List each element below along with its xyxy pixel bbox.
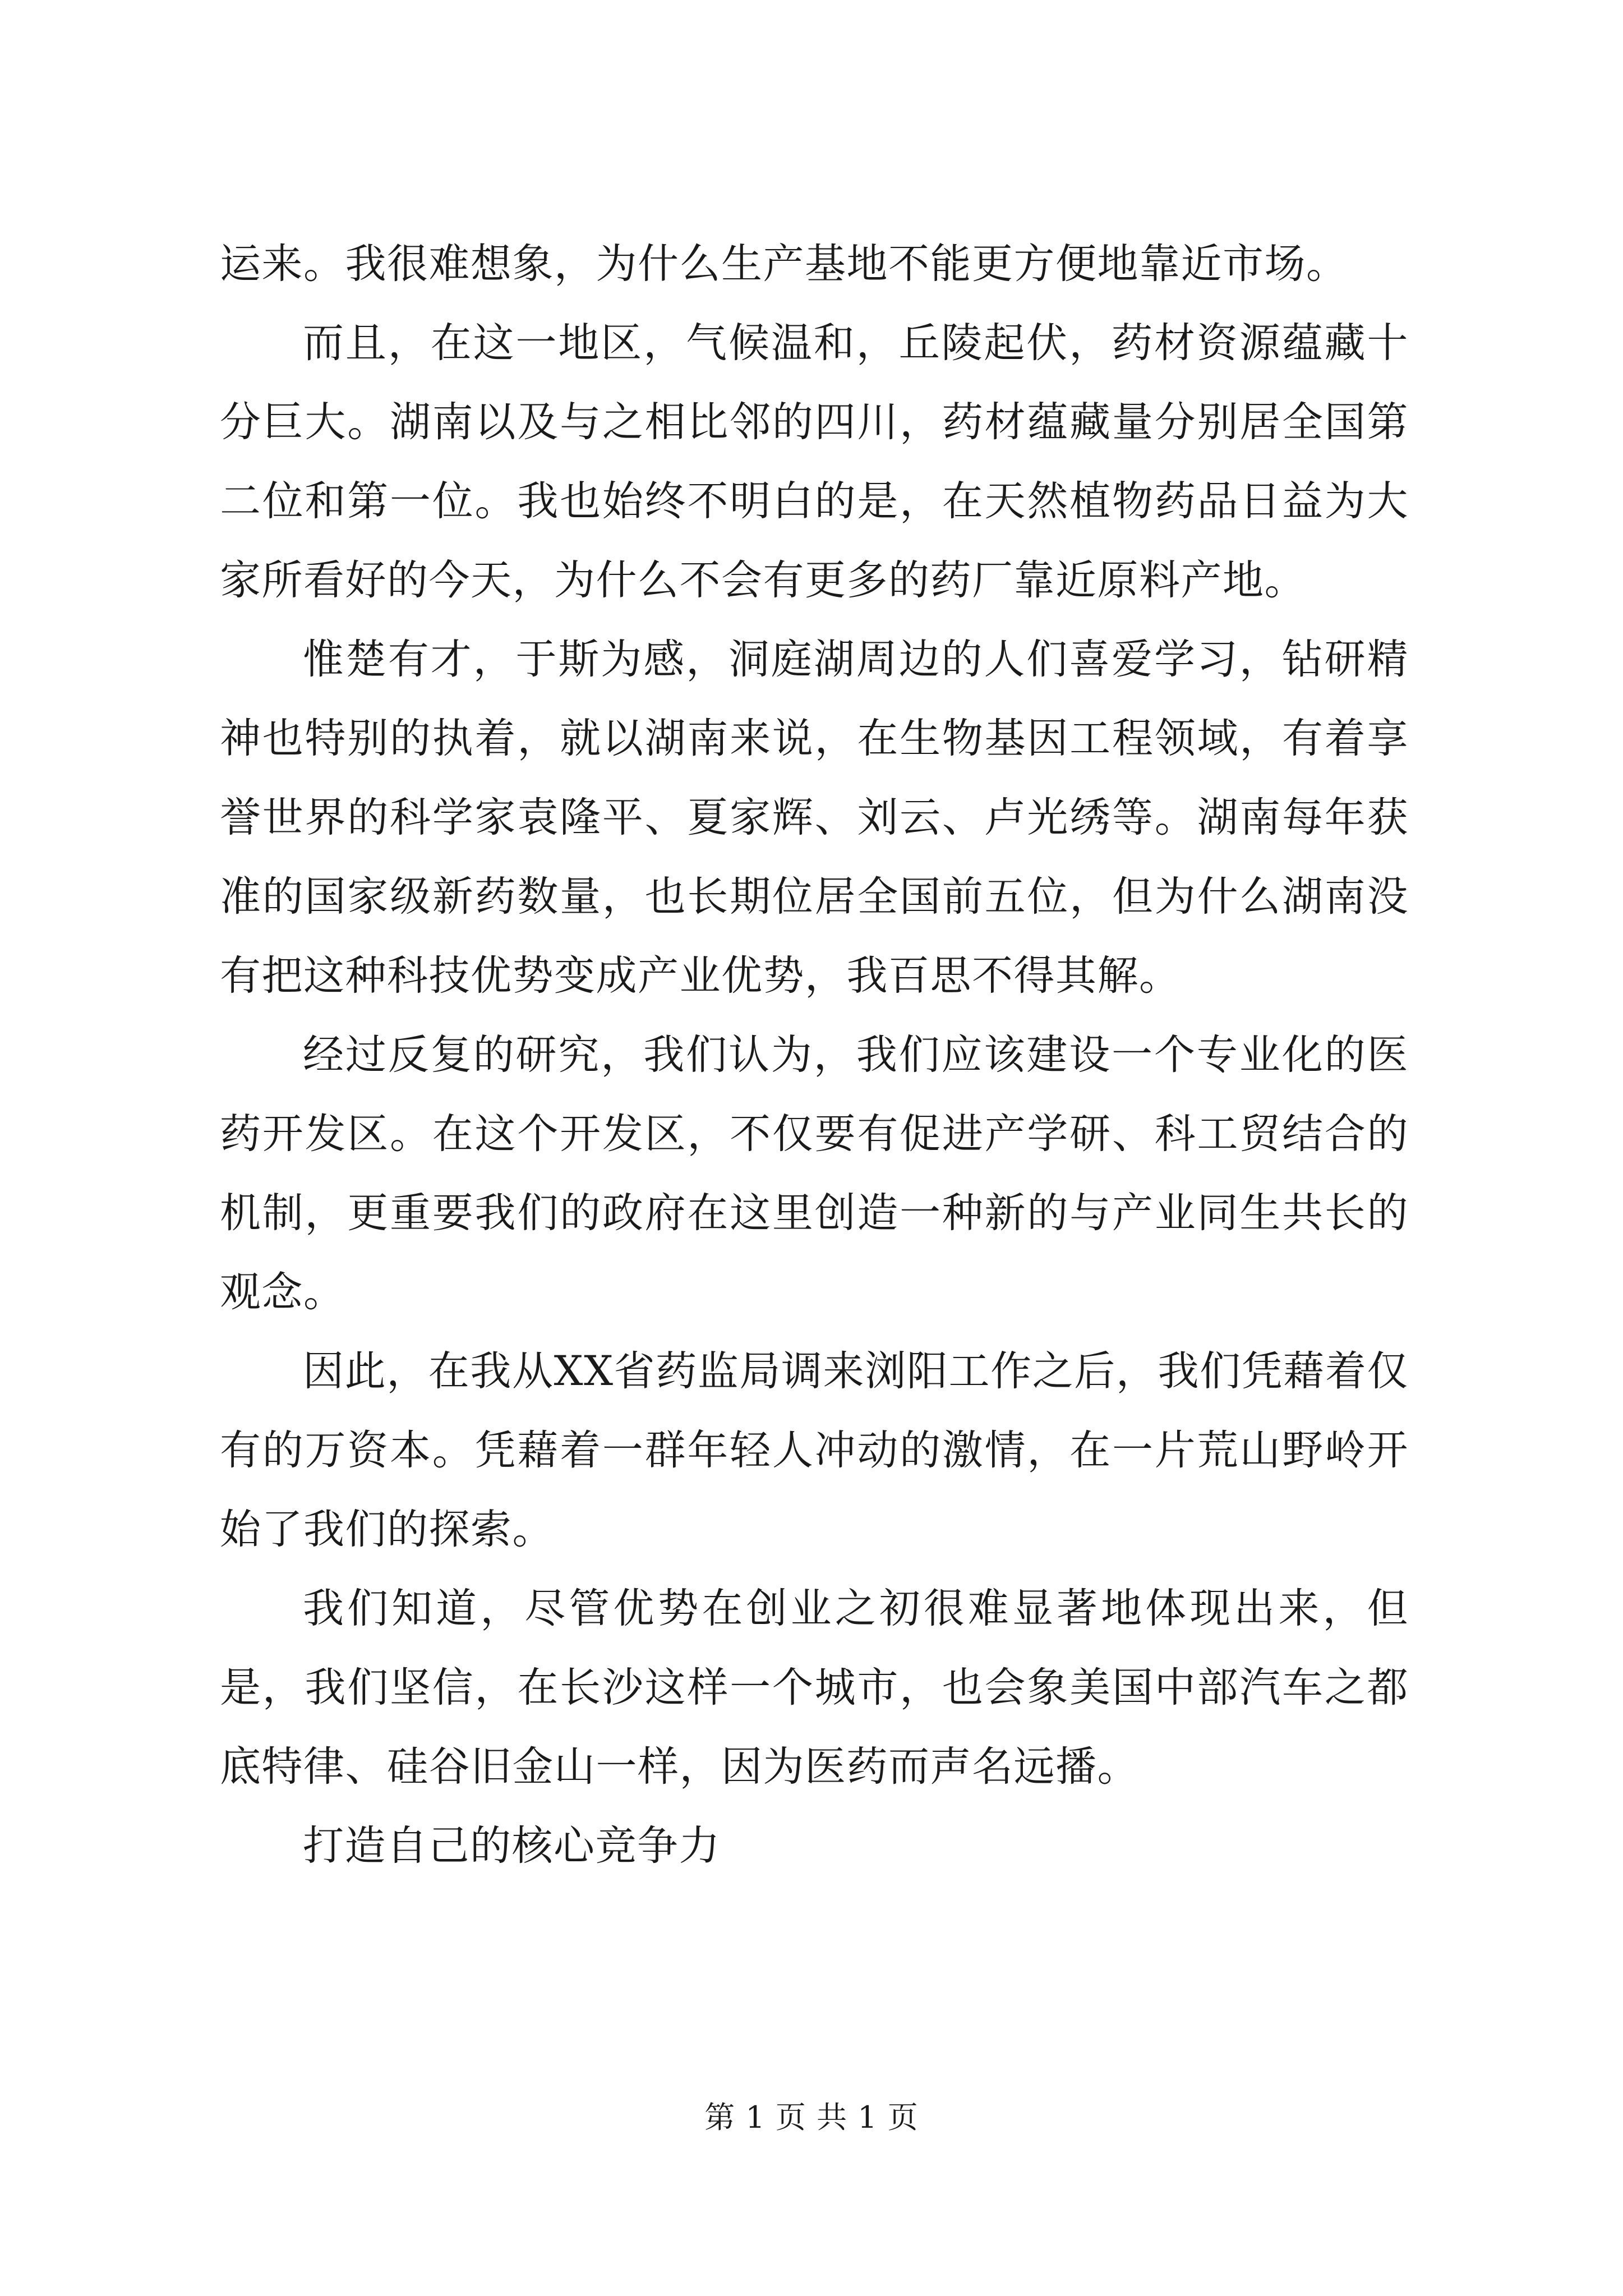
paragraph-6: 我们知道，尽管优势在创业之初很难显著地体现出来，但是，我们坚信，在长沙这样一个城市，也会象美国中部汽车之都底特律、硅谷旧金山一样，因为医药而声名远播。 <box>220 1585 1409 1791</box>
paragraph-3: 惟楚有才，于斯为感，洞庭湖周边的人们喜爱学习，钻研精神也特别的执着，就以湖南来说，在生物基因工程领域，有着享誉世界的科学家袁隆平、夏家辉、刘云、卢光绣等。湖南每年获准的国家级新药数量，也长期位居全国前五位，但为什么湖南没有把这种科技优势变成产业优势，我百思不得其解。 <box>220 636 1409 1000</box>
page-footer: 第 1 页 共 1 页 <box>704 2100 919 2135</box>
paragraph-2: 而且，在这一地区，气候温和，丘陵起伏，药材资源蕴藏十分巨大。湖南以及与之相比邻的四川，药材蕴藏量分别居全国第二位和第一位。我也始终不明白的是，在天然植物药品日益为大家所看好的今天，为什么不会有更多的药厂靠近原料产地。 <box>220 319 1409 604</box>
paragraph-7: 打造自己的核心竞争力 <box>303 1822 721 1870</box>
paragraph-4: 经过反复的研究，我们认为，我们应该建设一个专业化的医药开发区。在这个开发区，不仅要有促进产学研、科工贸结合的机制，更重要我们的政府在这里创造一种新的与产业同生共长的观念。 <box>220 1031 1409 1316</box>
body-text <box>220 224 1409 1885</box>
paragraph-1: 运来。我很难想象，为什么生产基地不能更方便地靠近市场。 <box>220 240 1348 288</box>
paragraph-5: 因此，在我从XX省药监局调来浏阳工作之后，我们凭藉着仅有的万资本。凭藉着一群年轻人冲动的激情，在一片荒山野岭开始了我们的探索。 <box>220 1347 1409 1553</box>
